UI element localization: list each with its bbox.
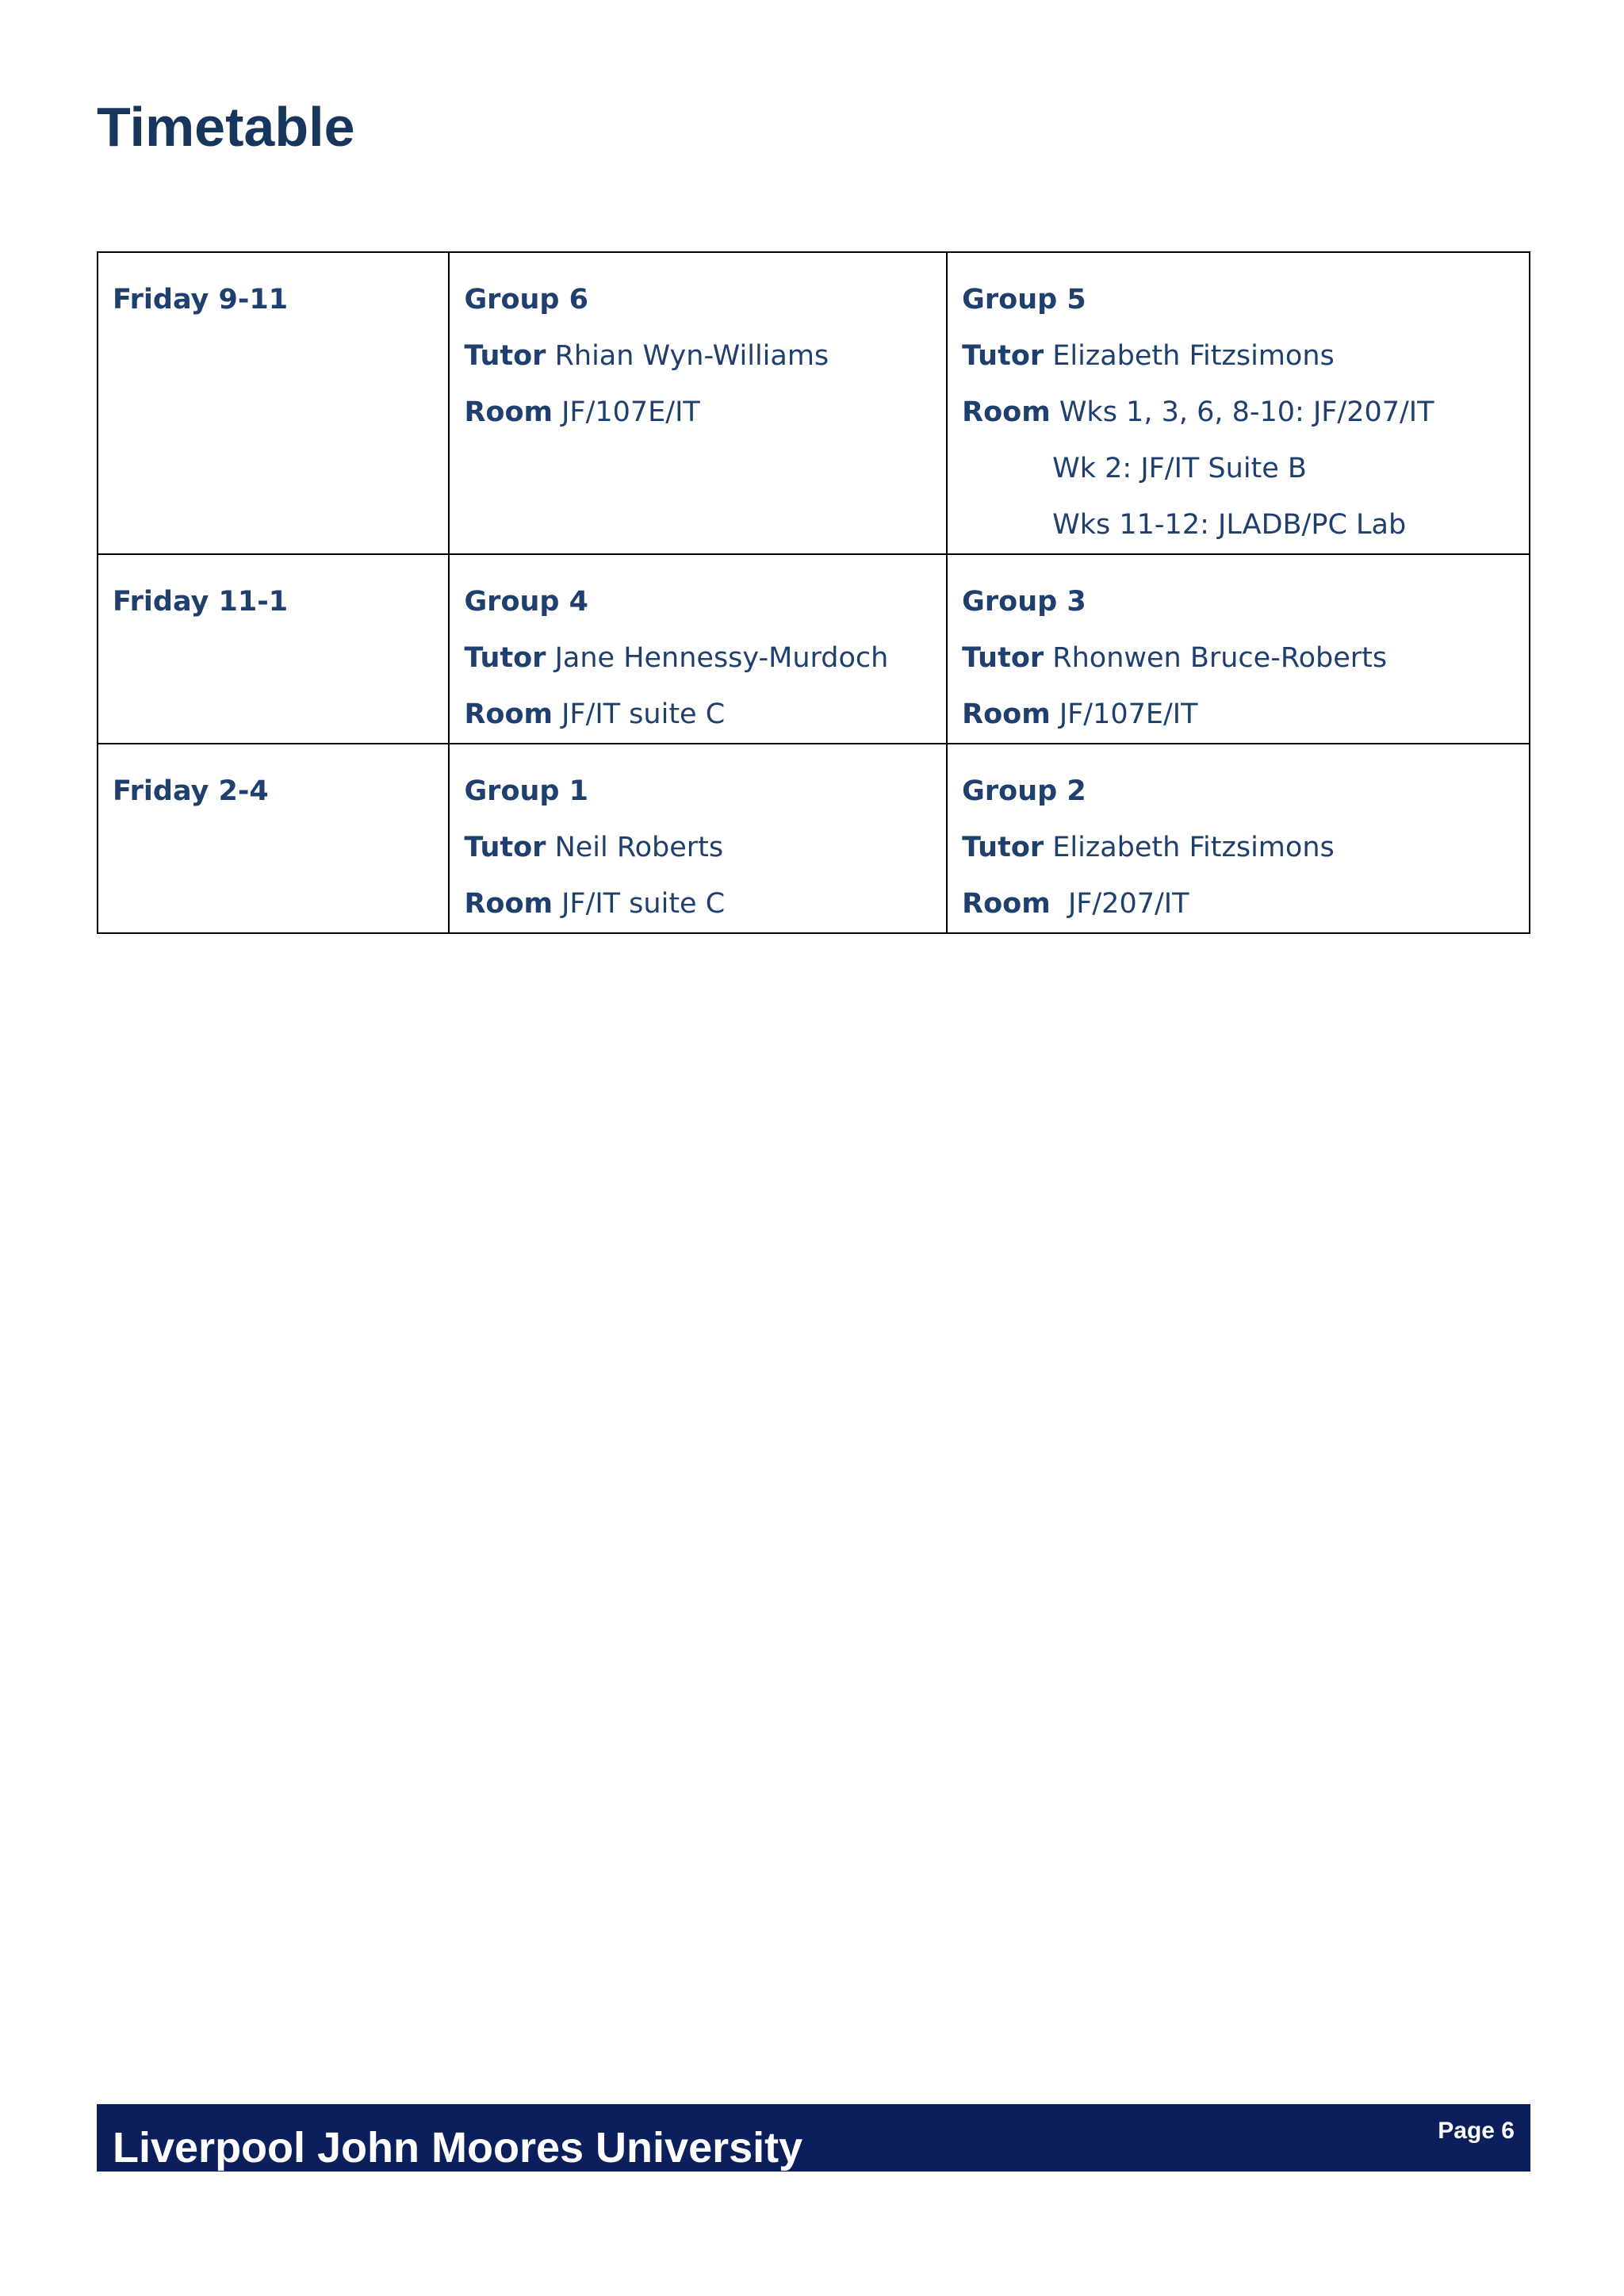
room-line [464,687,932,743]
room-label: Room [464,888,553,920]
session-cell [449,554,947,744]
room-line [464,385,932,441]
day-cell [98,744,449,933]
tutor-line [962,820,1515,876]
room-extra-line: Wks 11-12: JLADB/PC Lab [1052,509,1407,541]
room-label: Room [962,888,1051,920]
day-label: Friday 2-4 [113,775,269,807]
room-extra-line: Wk 2: JF/IT Suite B [1052,453,1307,484]
tutor-line [962,328,1515,385]
tutor-label: Tutor [464,832,546,863]
group-label: Group 4 [464,586,588,618]
tutor-name: Neil Roberts [554,832,724,863]
group-label: Group 5 [962,284,1086,316]
room-value: JF/IT suite C [561,698,726,730]
group-label: Group 3 [962,586,1086,618]
tutor-name: Rhian Wyn-Williams [554,340,829,372]
room-value: JF/107E/IT [1059,698,1198,730]
group-label: Group 6 [464,284,588,316]
tutor-name: Elizabeth Fitzsimons [1052,832,1335,863]
tutor-label: Tutor [464,340,546,372]
room-value: JF/IT suite C [561,888,726,920]
tutor-label: Tutor [962,340,1044,372]
room-line [962,385,1515,441]
tutor-line [464,328,932,385]
day-cell [98,252,449,554]
session-cell [947,744,1530,933]
tutor-name: Rhonwen Bruce-Roberts [1052,642,1388,674]
tutor-line [464,630,932,687]
room-line [962,876,1515,932]
room-line [464,876,932,932]
day-cell [98,554,449,744]
tutor-name: Elizabeth Fitzsimons [1052,340,1335,372]
table-row [98,554,1530,744]
tutor-label: Tutor [962,832,1044,863]
tutor-line [962,630,1515,687]
day-label: Friday 11-1 [113,586,289,618]
tutor-line [464,820,932,876]
university-name: Liverpool John Moores University [113,2124,803,2172]
tutor-label: Tutor [464,642,546,674]
footer-bar [97,2104,1530,2172]
room-value: JF/207/IT [1059,888,1189,920]
room-label: Room [962,396,1051,428]
session-cell [449,252,947,554]
room-value: JF/107E/IT [561,396,700,428]
session-cell [947,252,1530,554]
room-label: Room [464,698,553,730]
room-value: Wks 1, 3, 6, 8-10: JF/207/IT [1059,396,1434,428]
room-label: Room [464,396,553,428]
room-label: Room [962,698,1051,730]
tutor-name: Jane Hennessy-Murdoch [554,642,889,674]
group-label: Group 2 [962,775,1086,807]
session-cell [947,554,1530,744]
page-number: Page 6 [1438,2118,1515,2144]
timetable [97,251,1530,934]
table-row [98,252,1530,554]
day-label: Friday 9-11 [113,284,289,316]
room-line [962,687,1515,743]
table-row [98,744,1530,933]
tutor-label: Tutor [962,642,1044,674]
group-label: Group 1 [464,775,588,807]
page-title: Timetable [97,96,355,158]
session-cell [449,744,947,933]
